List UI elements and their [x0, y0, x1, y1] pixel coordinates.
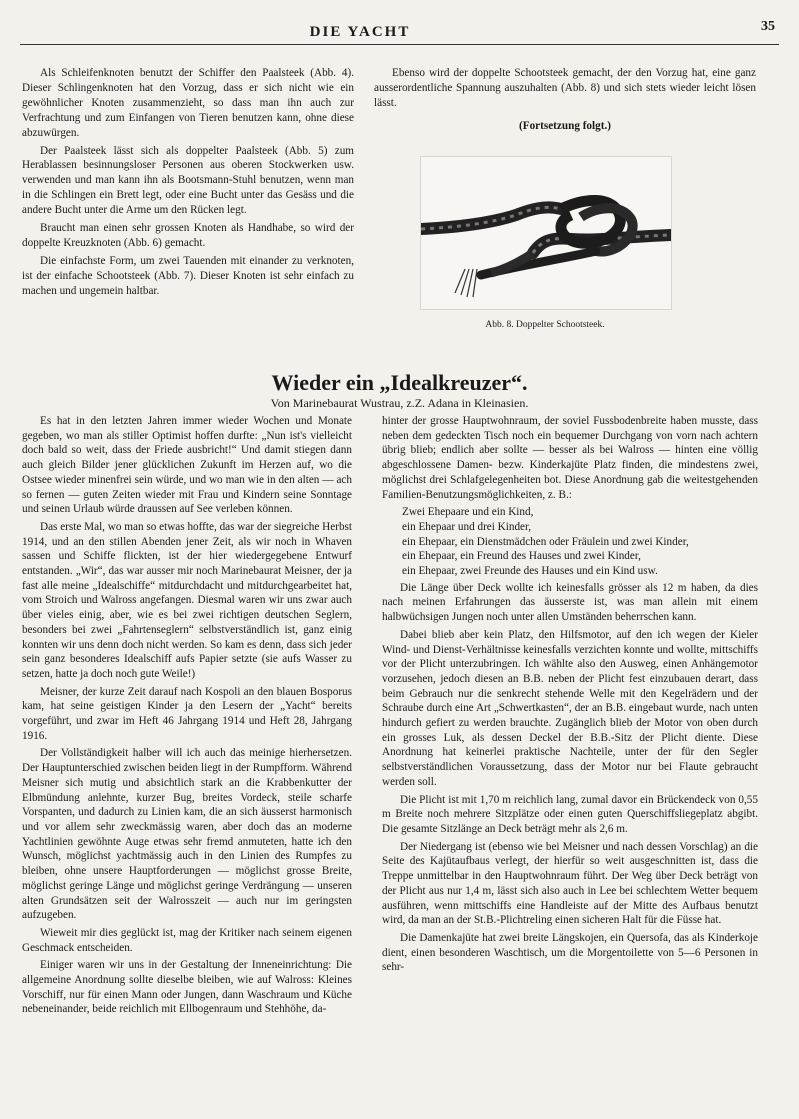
paragraph: Dabei blieb aber kein Platz, den Hilfsmotor, auf den ich wegen der Kieler Wind- und Dienst-Verhältnisse keinesfalls verzichten konnte und wollte, mittschiffs vor der Plicht unterzubringen. Ich wählte also den Ausweg, einen Anhängemotor vorzusehen, jedoch diesen an B.B. neben der Plicht fest einzubauen derart, dass beim Gebrauch nur die senkrecht stehende Welle mit den Kegelrädern und der Schraube durch eine Art „Schwertkasten“, der an B.B. eingebaut wurde, nach unten hindurch gefiert zu werden brauchte. Zugänglich blieb der Motor von oben durch ein grosses Luk, als dessen Deckel der B.B.-Sitz der Plicht diente. Diese Anordnung hat keinerlei praktische Nachteile, unter der für den Segler selbstverständlichen Voraussetzung, dass der Motor nur bei Flaute gebraucht werden soll. [382, 628, 758, 788]
header-rule [20, 44, 779, 45]
paragraph: Das erste Mal, wo man so etwas hoffte, das war der siegreiche Herbst 1914, und an den stillen Abenden jener Zeit, als wir noch in Whaven sassen und Schiffe flickten, ist der hier wiedergegebene Entwurf entstanden. „Wir“, das war ausser mir noch Marinebaurat Meisner, der ja fast alle meine „Idealschiffe“ mitdurchdacht und mitdurchgearbeitet hat, vom Stroich und Walross angefangen. Diesmal waren wir uns zwar auch über vieles einig, aber, wie es bei zwei richtigen deutschen Seglern, besonders bei zwei „Fahrtenseglern“ selbstverständlich ist, ganz einig konnten wir uns denn doch nicht werden. So kam es denn, dass sich jeder sein ganz besonderes Idealschiff aufs Papier setzte (sie aufs Wasser zu setzen, hatte ja doch noch gute Weile!) [22, 520, 352, 680]
paragraph: Meisner, der kurze Zeit darauf nach Kospoli an den blauen Bosporus kam, hat seine geistigen Kinder ja den Lesern der „Yacht“ bereits vorgeführt, und zwar im Heft 46 Jahrgang 1914 und Heft 28, Jahrgang 1916. [22, 685, 352, 742]
article-right-column [382, 414, 758, 978]
paragraph: Die Plicht ist mit 1,70 m reichlich lang, zumal davor ein Brückendeck von 0,55 m Breite noch mehrere Sitzplätze oder einen guten Querschiffsliegeplatz abgibt. Die gesamte Sitzlänge an Deck beträgt mehr als 2,6 m. [382, 793, 758, 835]
top-right-column [374, 66, 756, 137]
figure-caption: Abb. 8. Doppelter Schootsteek. [485, 320, 605, 330]
paragraph: Die Damenkajüte hat zwei breite Längskojen, ein Quersofa, das als Kinderkoje dient, einen besonderen Waschtisch, um die Morgentoilette von 5—6 Personen in sehr- [382, 931, 758, 974]
list-item: ein Ehepaar, zwei Freunde des Hauses und ein Kind usw. [402, 565, 658, 578]
paragraph: hinter der grosse Hauptwohnraum, der soviel Fussbodenbreite haben musste, dass neben dem gedeckten Tisch noch ein bequemer Durchgang von vorn nach achtern übrig blieb; endlich aber sollte — besser als bei Walross — hinten eine völlig abgeschlossene Damen- bezw. Kinderkajüte Platz finden, die mindestens zwei, möglichst drei Schlafgelegenheiten bot. Diese Anordnung gab die weitestgehenden Familien-Benutzungsmöglichkeiten, z. B.: [382, 415, 758, 501]
paragraph: Es hat in den letzten Jahren immer wieder Wochen und Monate gegeben, wo man als stiller Optimist hoffen durfte: „Nun ist's vielleicht doch bald so weit, dass der Friede ausbricht!“ Und damit stiegen dann auch gleich Bilder jener glücklichen Zukunft im Herzen auf, wo die Ostsee wieder minenfrei sein würde, und wo man wie in den alten — ach so fernen — guten Zeiten wieder mit Frau und Kindern seine Sonntage und seinen Urlaub würde draussen auf See verleben können. [22, 415, 352, 516]
knot-photo [420, 156, 672, 310]
paragraph: Wieweit mir dies geglückt ist, mag der Kritiker nach seinem eigenen Geschmack entscheiden. [22, 926, 352, 954]
paragraph: Einiger waren wir uns in der Gestaltung der Inneneinrichtung: Die allgemeine Anordnung sollte dieselbe bleiben, wie auf Walross: Kleines Vorschiff, nur für einen Mann oder Jungen, dann Waschraum und Küche nebeneinander, beide reichlich mit Ellbogenraum und Stehhöhe, da- [22, 959, 352, 1016]
list-item: ein Ehepaar, ein Freund des Hauses und zwei Kinder, [402, 550, 641, 563]
paragraph: Der Niedergang ist (ebenso wie bei Meisner und nach dessen Vorschlag) an die Seite des Kajütaufbaus verlegt, der hierfür so weit ausgeschnitten ist, dass die Treppe unmittelbar in den Hauptwohnraum führt. Der Weg über Deck beträgt von der Plicht aus nur 1,4 m, lässt sich also auch in Lee bei schlechtem Wetter bequem ausführen, wenn mittschiffs eine Handleiste auf der Mitte des Aufbaus benutzt wird, da man an der St.B.-Plichtreling einen sicheren Halt für die Füsse hat. [382, 840, 758, 927]
top-left-column [22, 66, 354, 302]
list-item: ein Ehepaar, ein Dienstmädchen oder Fräulein und zwei Kinder, [402, 535, 689, 548]
article-byline: Von Marinebaurat Wustrau, z.Z. Adana in Kleinasien. [270, 396, 529, 410]
continuation-note: (Fortsetzung folgt.) [519, 119, 611, 132]
article-left-column [22, 414, 352, 1020]
paragraph: Ebenso wird der doppelte Schootsteek gemacht, der den Vorzug hat, eine ganz ausserordentliche Spannung auszuhalten (Abb. 8) und sich stets wieder leicht lösen lässt. [374, 67, 756, 109]
page-number: 35 [761, 19, 775, 34]
paragraph: Die einfachste Form, um zwei Tauenden mit einander zu verknoten, ist der einfache Schootsteek (Abb. 7). Dieser Knoten ist sehr einfach zu machen und ungemein haltbar. [22, 254, 354, 297]
paragraph: Als Schleifenknoten benutzt der Schiffer den Paalsteek (Abb. 4). Dieser Schlingenknoten hat den Vorzug, dass er sich nicht wie ein gewöhnlicher Knoten zusammenzieht, so dass man ihn auch zur Verfrachtung und zum Einfangen von Tieren benutzen kann, ohne diese abzuwürgen. [22, 67, 354, 139]
rope-knot-illustration [421, 157, 671, 309]
paragraph: Der Vollständigkeit halber will ich auch das meinige hierhersetzen. Der Hauptunterschied zwischen beiden liegt in der Rumpfform. Während Meisner sich mutig und absichtlich stark an die Krabbenkutter der Elbmündung anlehnte, kurzer Bug, breites Vordeck, steile scharfe Vorspanten, und dadurch zu Linien kam, die an sich äusserst harmonisch und vor allem sehr zweckmässig waren, aber doch das an moderne Yachtlinien gewöhnte Auge etwas sehr fremd anmuteten, hatte ich den Wunsch, möglichst yachtmässig auch in den Linien des Rumpfes zu bleiben, ohne unsere Hauptforderungen — möglichst grosse Breite, möglichst geringe Länge und möglichst geringe Verdrängung — unseren alten Grundsätzen seit der Walrosszeit — auch nur im geringsten aufzugeben. [22, 747, 352, 922]
paragraph: Der Paalsteek lässt sich als doppelter Paalsteek (Abb. 5) zum Herablassen besinnungsloser Personen aus oberen Stockwerken usw. verwenden und man kann ihn als Bootsmann-Stuhl benutzen, wenn man in die Schlingen ein Brett legt, oder eine Bucht unter das Gesäss und die andere Bucht unter die Arme um den Rücken legt. [22, 144, 354, 217]
paragraph: Braucht man einen sehr grossen Knoten als Handhabe, so wird der doppelte Kreuzknoten (Abb. 6) gemacht. [22, 222, 354, 249]
list-item: ein Ehepaar und drei Kinder, [402, 520, 532, 533]
article-title: Wieder ein „Idealkreuzer“. [271, 370, 528, 395]
paragraph: Die Länge über Deck wollte ich keinesfalls grösser als 12 m haben, da dies nach meinen Erfahrungen das äusserste ist, was man allein mit einem halbwüchsigen Jungen noch unter allen Umständen beherrschen kann. [382, 581, 758, 624]
running-head: DIE YACHT [309, 24, 411, 40]
list-item: Zwei Ehepaare und ein Kind, [402, 506, 534, 519]
